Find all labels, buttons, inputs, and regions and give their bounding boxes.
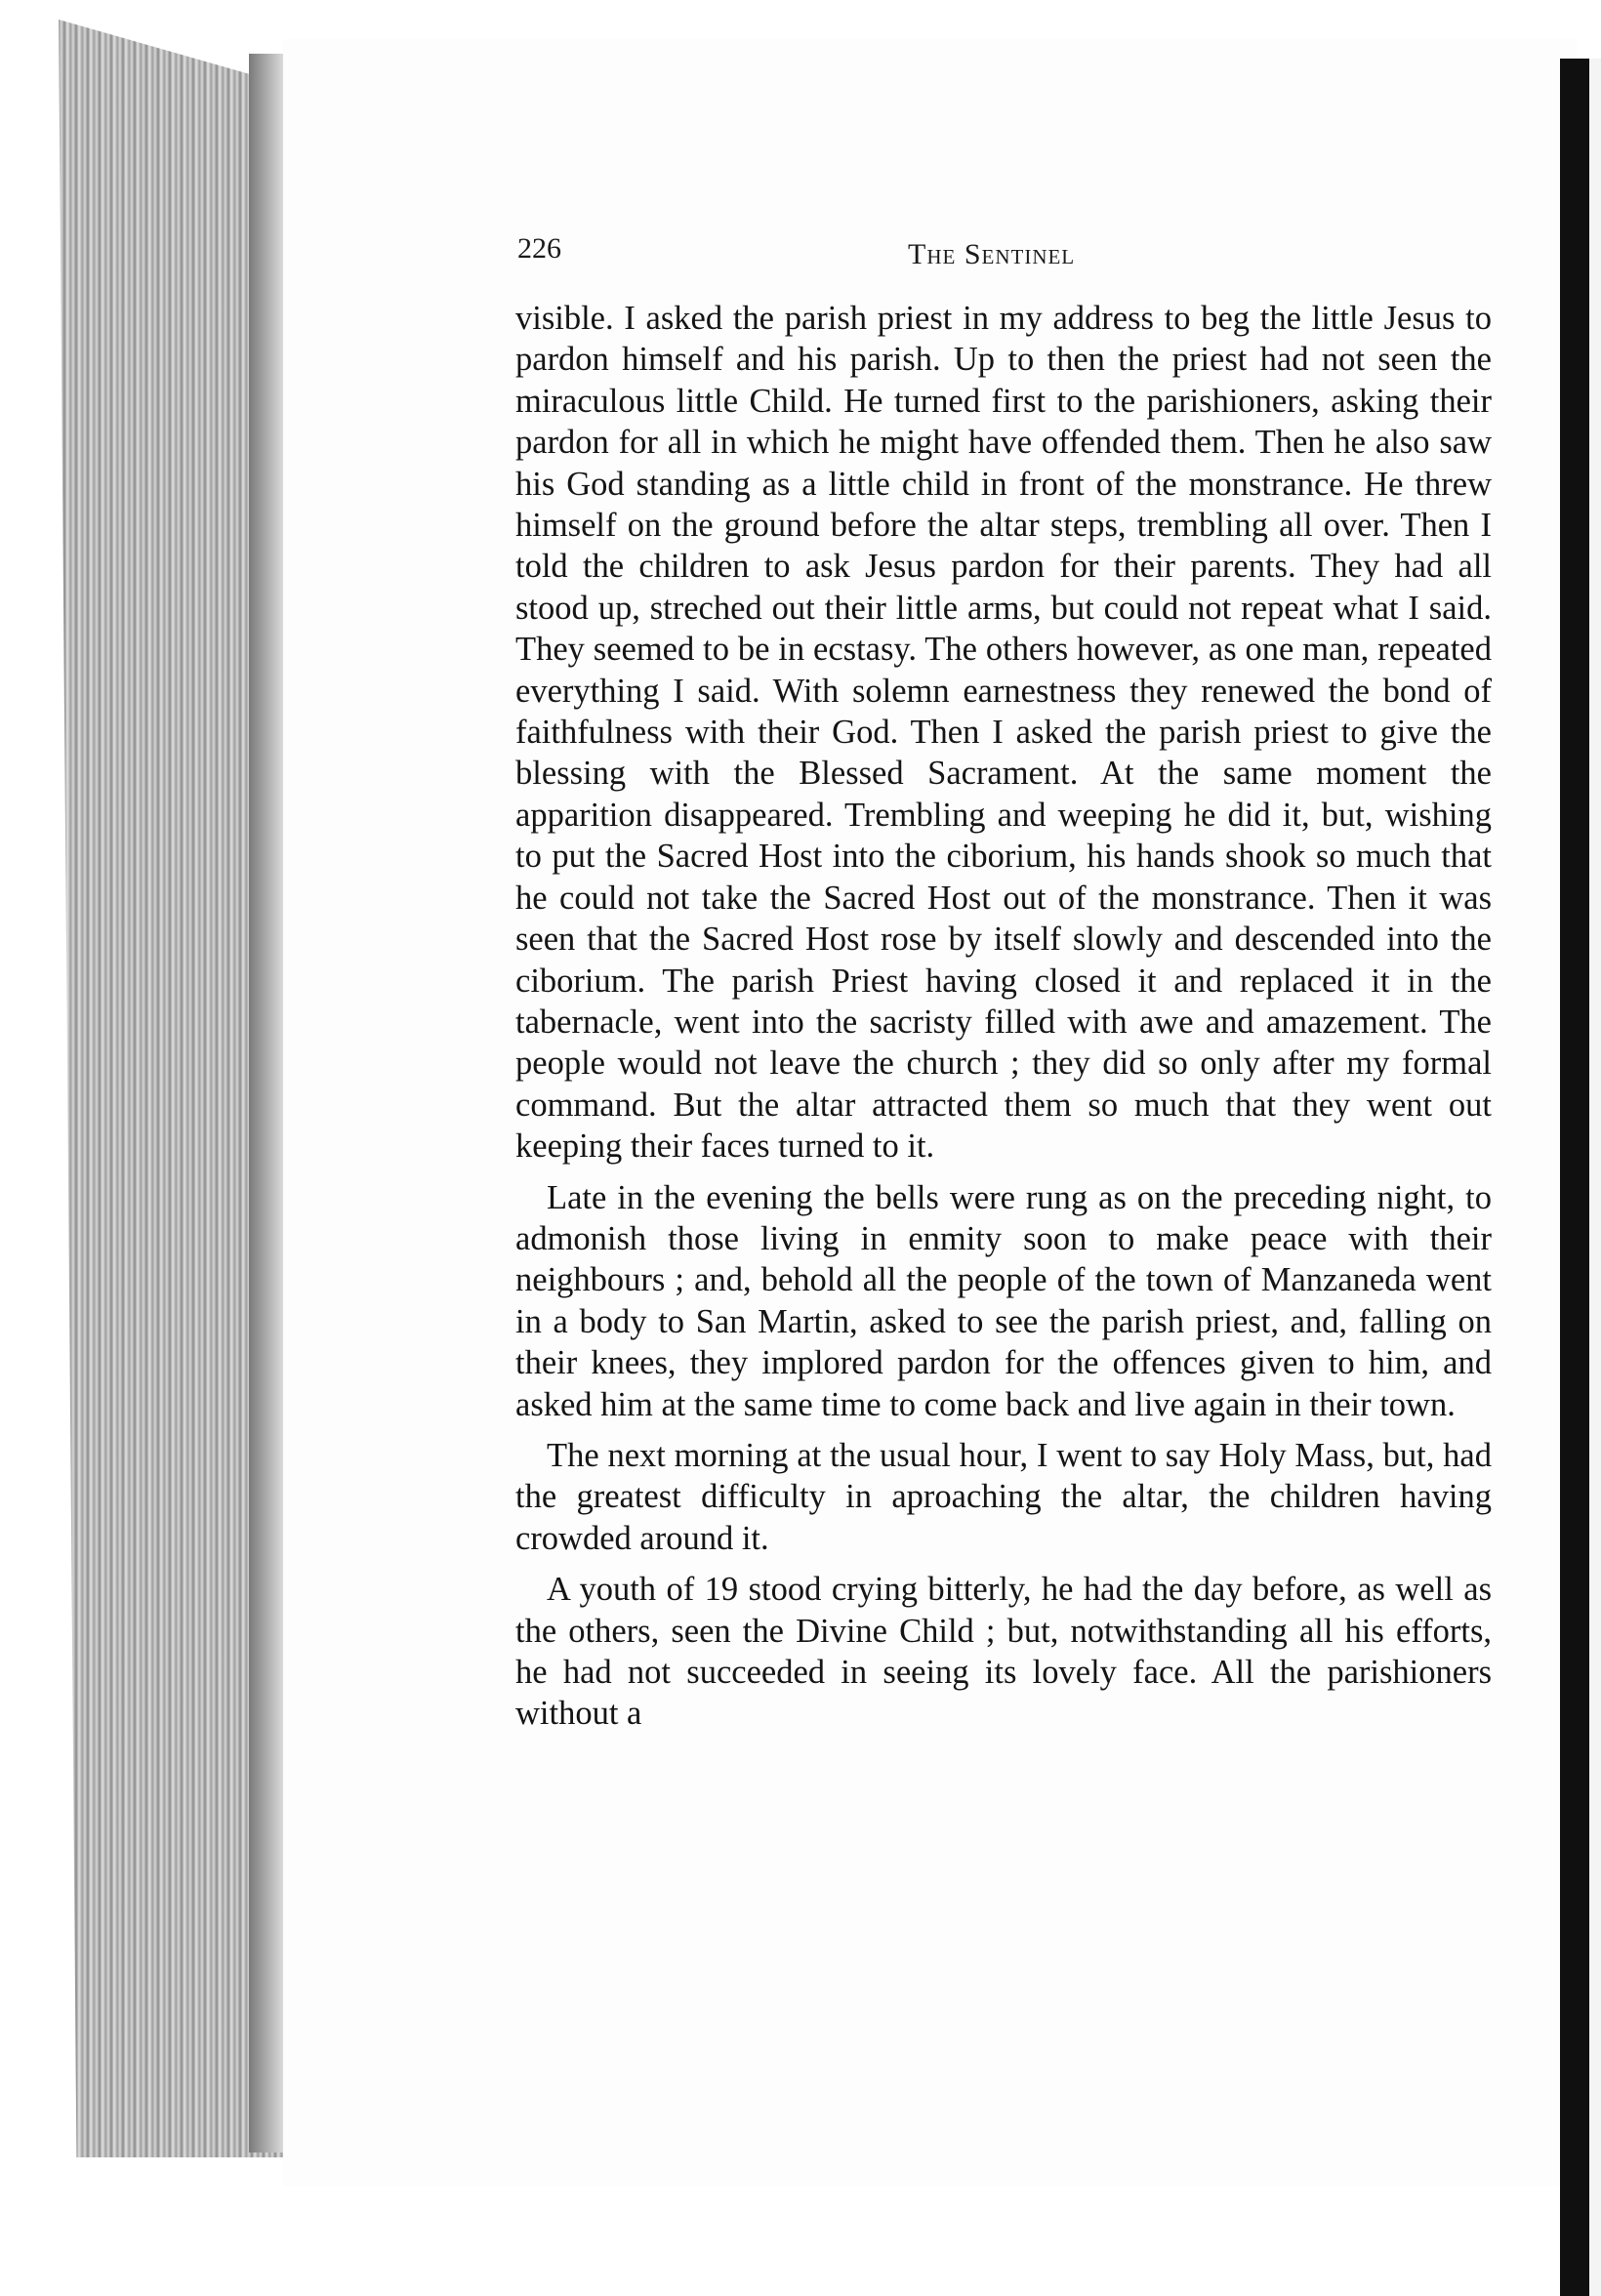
running-title: The Sentinel — [908, 238, 1076, 270]
page-edge-shadow — [249, 54, 288, 2152]
paragraph: visible. I asked the parish priest in my address to beg the little Jesus to pardon himself and his parish. Up to then the priest had not seen the miraculous little Child. He turned first to the parishioners, asking their pardon for all in which he might have offended them. Then he also saw his God standing as a little child in front of the monstrance. He threw himself on the ground before the altar steps, trembling all over. Then I told the children to ask Jesus pardon for their parents. They had all stood up, streched out their little arms, but could not repeat what I said. They seemed to be in ecstasy. The others however, as one man, repeated everything I said. With solemn earnestness they renewed the bond of faithfulness with their God. Then I asked the parish priest to give the blessing with the Blessed Sacrament. At the same moment the apparition disappeared. Trembling and weeping he did it, but, wishing to put the Sacred Host into the ciborium, his hands shook so much that he could not take the Sacred Host out of the monstrance. Then it was seen that the Sacred Host rose by itself slowly and descended into the ciborium. The parish Priest having closed it and replaced it in the tabernacle, went into the sacristy filled with awe and amazement. The people would not leave the church ; they did so only after my formal command. But the altar attracted them so much that they went out keeping their faces turned to it. — [515, 300, 1492, 1166]
page-number: 226 — [517, 232, 561, 265]
body-text — [515, 298, 1492, 1744]
paragraph: A youth of 19 stood crying bitterly, he had the day before, as well as the others, seen the Divine Child ; but, notwithstanding all his efforts, he had not succeeded in seeing its lovely face. All the parishioners without a — [515, 1571, 1492, 1733]
next-page-edge — [1589, 59, 1601, 2296]
paragraph: Late in the evening the bells were rung as on the preceding night, to admonish those living in enmity soon to make peace with their neighbours ; and, behold all the people of the town of Manzaneda went in a body to San Martin, asked to see the parish priest, and, falling on their knees, they implored pardon for the offences given to him, and asked him at the same time to come back and live again in their town. — [515, 1178, 1492, 1423]
page-header — [517, 232, 1513, 291]
paragraph: The next morning at the usual hour, I went to say Holy Mass, but, had the greatest difficulty in aproaching the altar, the children having crowded around it. — [515, 1436, 1492, 1557]
